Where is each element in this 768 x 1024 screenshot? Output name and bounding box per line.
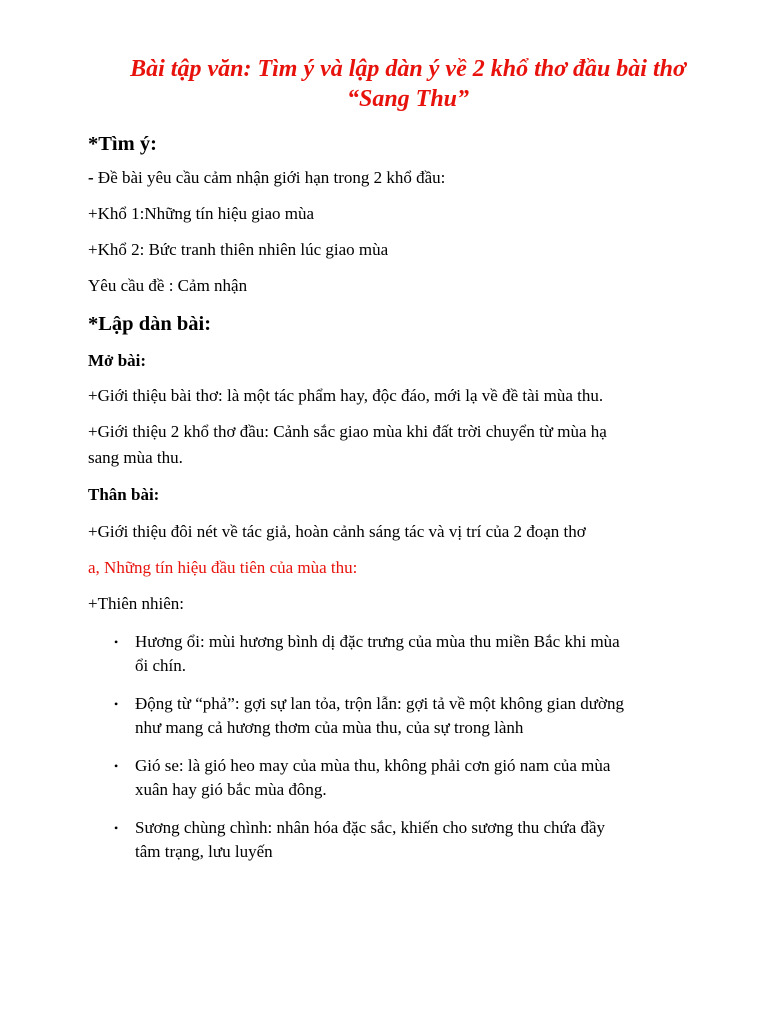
than-bai-line-1: +Giới thiệu đôi nét về tác giả, hoàn cảnh sáng tác và vị trí của 2 đoạn thơ	[88, 522, 586, 541]
heading-than-bai: Thân bài:	[88, 485, 160, 504]
bullet-line-2: như mang cả hương thơm của mùa thu, của sự trong lành	[135, 718, 524, 737]
tim-y-line-2: +Khổ 1:Những tín hiệu giao mùa	[88, 204, 315, 223]
list-item	[88, 816, 735, 864]
heading-tim-y: *Tìm ý:	[88, 133, 157, 155]
heading-mo-bai: Mở bài:	[88, 351, 147, 370]
bullet-line-1: Gió se: là gió heo may của mùa thu, không phải cơn gió nam của mùa	[135, 756, 611, 775]
list-item	[88, 630, 735, 678]
mo-bai-line-2a: +Giới thiệu 2 khổ thơ đầu: Cảnh sắc giao mùa khi đất trời chuyển từ mùa hạ	[88, 422, 607, 441]
bullet-icon: •	[114, 697, 119, 711]
mo-bai-line-2b: sang mùa thu.	[88, 448, 183, 467]
bullet-line-2: xuân hay gió bắc mùa đông.	[135, 780, 327, 799]
bullet-list	[88, 630, 728, 864]
bullet-icon: •	[114, 759, 119, 773]
thien-nhien-label: +Thiên nhiên:	[88, 594, 184, 613]
tim-y-line-1	[88, 166, 728, 190]
tim-y-line-4: Yêu cầu đề : Cảm nhận	[88, 276, 248, 295]
title-line-1: Bài tập văn: Tìm ý và lập dàn ý về 2 khổ thơ đầu bài thơ	[130, 56, 686, 82]
bullet-line-2: ổi chín.	[135, 656, 186, 675]
tim-y-line-3: +Khổ 2: Bức tranh thiên nhiên lúc giao mùa	[88, 240, 389, 259]
bullet-icon: •	[114, 635, 119, 649]
mo-bai-line-1: +Giới thiệu bài thơ: là một tác phẩm hay, độc đáo, mới lạ về đề tài mùa thu.	[88, 386, 604, 405]
dash-bold: -	[88, 168, 94, 187]
bullet-line-2: tâm trạng, lưu luyến	[135, 842, 273, 861]
document-title	[64, 54, 752, 114]
bullet-line-1: Sương chùng chình: nhân hóa đặc sắc, khiến cho sương thu chứa đầy	[135, 818, 606, 837]
title-line-2: “Sang Thu”	[346, 86, 470, 112]
list-item	[88, 692, 735, 740]
bullet-icon: •	[114, 821, 119, 835]
list-item	[88, 754, 735, 802]
tim-y-line-1-text: Đề bài yêu cầu cảm nhận giới hạn trong 2 khổ đầu:	[93, 168, 446, 187]
document-page	[88, 54, 728, 864]
bullet-line-1: Hương ổi: mùi hương bình dị đặc trưng của mùa thu miền Bắc khi mùa	[135, 632, 620, 651]
heading-lap-dan-bai: *Lập dàn bài:	[88, 313, 212, 335]
subheading-a: a, Những tín hiệu đầu tiên của mùa thu:	[88, 558, 358, 577]
bullet-line-1: Động từ “phả”: gợi sự lan tỏa, trộn lẫn: gợi tả về một không gian dường	[135, 694, 624, 713]
